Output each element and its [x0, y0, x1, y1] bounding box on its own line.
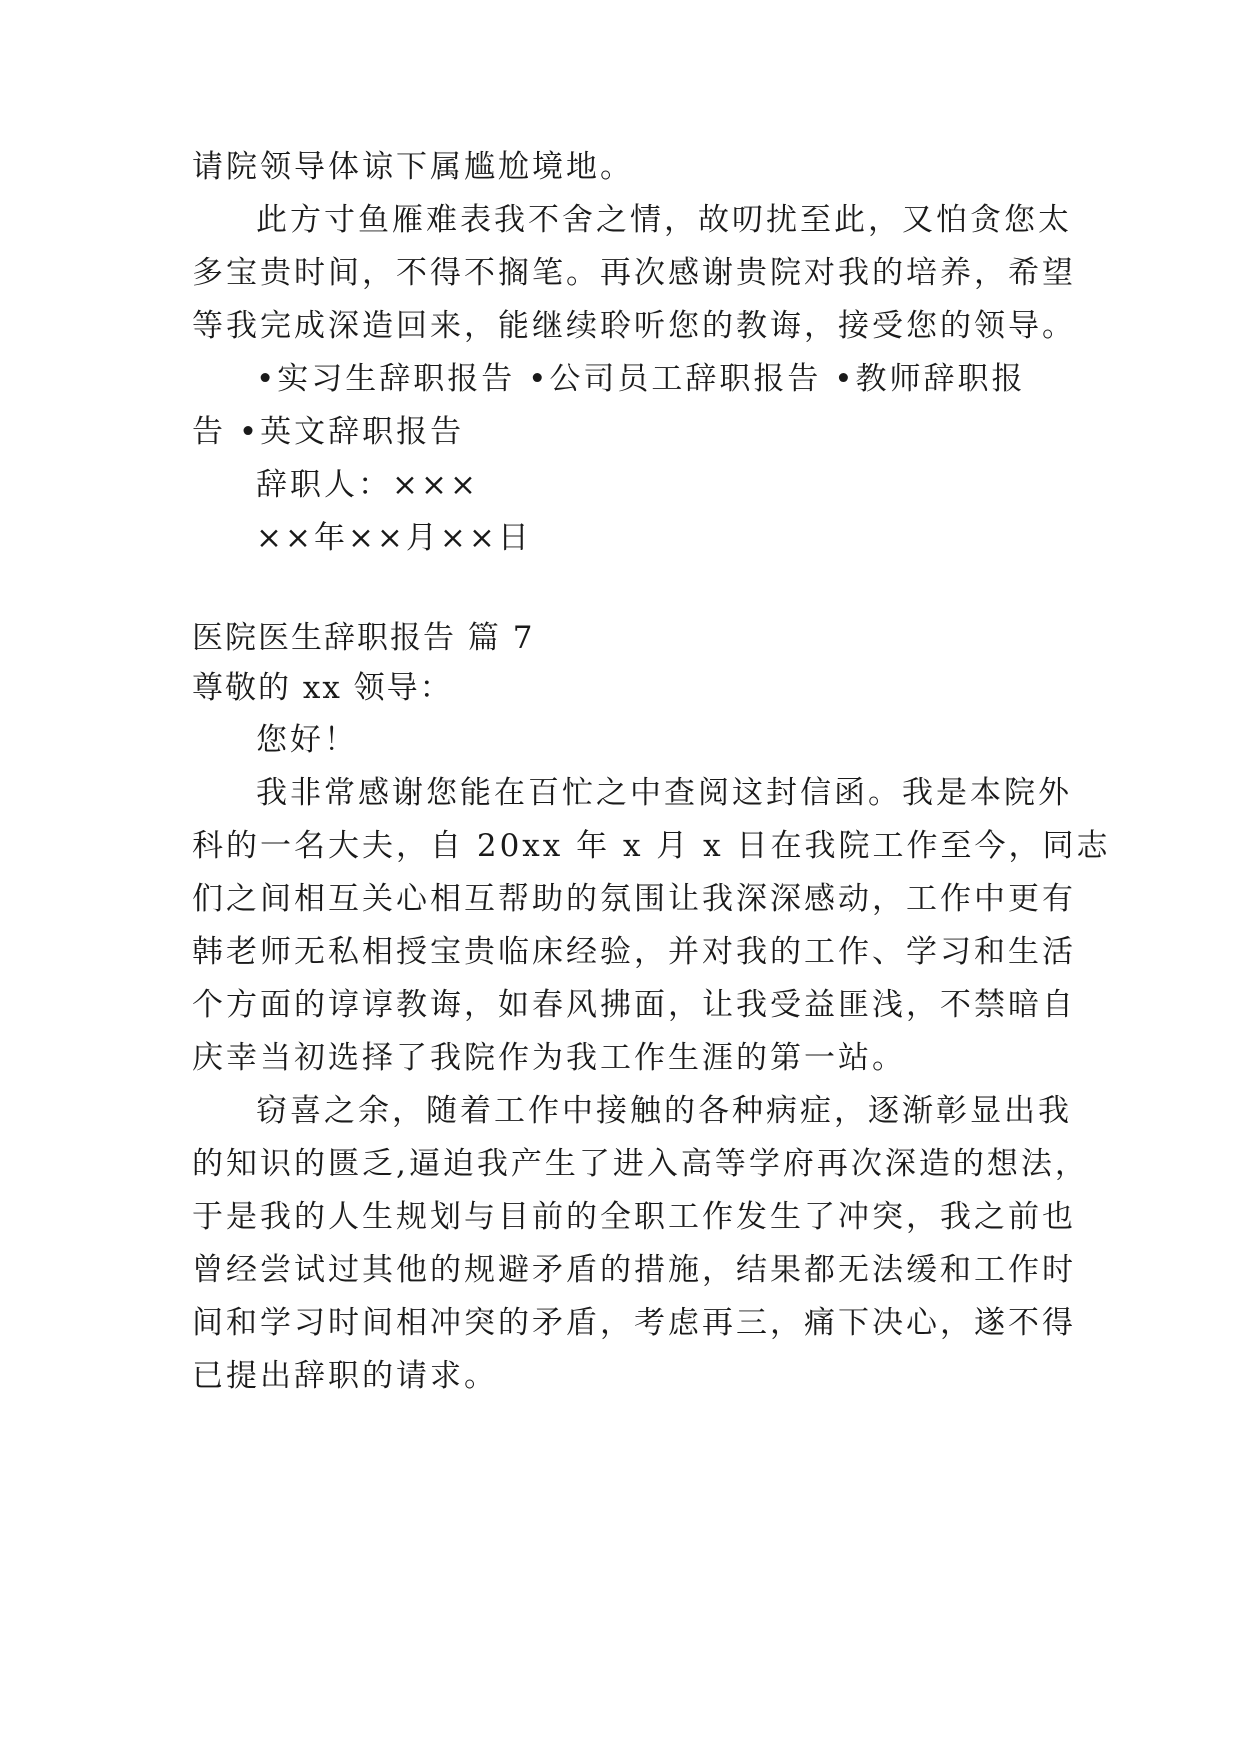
text-line: 请院领导体谅下属尴尬境地。	[192, 149, 634, 185]
paragraph-line: 的知识的匮乏,逼迫我产生了进入高等学府再次深造的想法，	[192, 1146, 1089, 1182]
paragraph-line: 间和学习时间相冲突的矛盾，考虑再三，痛下决心，遂不得	[192, 1305, 1076, 1341]
text-line: 多宝贵时间，不得不搁笔。再次感谢贵院对我的培养，希望	[192, 255, 1076, 291]
paragraph-line: 窃喜之余，随着工作中接触的各种病症，逐渐彰显出我	[256, 1093, 1072, 1129]
section-title: 医院医生辞职报告 篇 7	[192, 620, 535, 656]
salutation: 尊敬的 xx 领导：	[192, 670, 453, 706]
paragraph-line: 个方面的谆谆教诲，如春风拂面，让我受益匪浅，不禁暗自	[192, 987, 1076, 1023]
paragraph-line: 已提出辞职的请求。	[192, 1358, 498, 1394]
text-line: 此方寸鱼雁难表我不舍之情，故叨扰至此，又怕贪您太	[256, 202, 1072, 238]
paragraph-line: 们之间相互关心相互帮助的氛围让我深深感动，工作中更有	[192, 881, 1076, 917]
related-links-line: 告 •英文辞职报告	[192, 414, 465, 450]
related-links-line: •实习生辞职报告 •公司员工辞职报告 •教师辞职报	[256, 361, 1026, 397]
paragraph-line: 科的一名大夫，自 20xx 年 x 月 x 日在我院工作至今，同志	[192, 828, 1111, 864]
greeting: 您好！	[256, 722, 358, 758]
paragraph-line: 于是我的人生规划与目前的全职工作发生了冲突，我之前也	[192, 1199, 1076, 1235]
paragraph-line: 庆幸当初选择了我院作为我工作生涯的第一站。	[192, 1040, 906, 1076]
paragraph-line: 韩老师无私相授宝贵临床经验，并对我的工作、学习和生活	[192, 934, 1076, 970]
paragraph-line: 曾经尝试过其他的规避矛盾的措施，结果都无法缓和工作时	[192, 1252, 1076, 1288]
paragraph-line: 我非常感谢您能在百忙之中查阅这封信函。我是本院外	[256, 775, 1072, 811]
text-line: 等我完成深造回来，能继续聆听您的教诲，接受您的领导。	[192, 308, 1076, 344]
signature-date: ××年××月××日	[256, 520, 532, 556]
signature-name: 辞职人：×××	[256, 467, 479, 503]
